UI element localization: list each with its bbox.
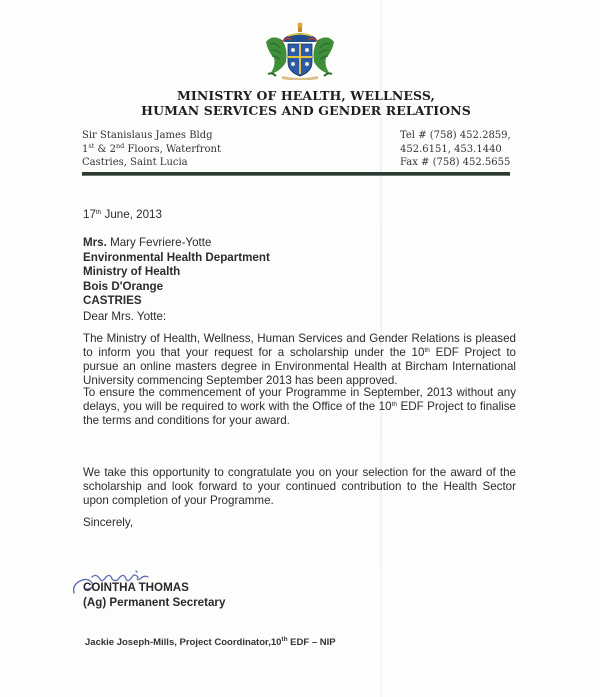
recipient-name [83,236,516,251]
address-line2-part: 1 [82,143,89,155]
signer-name: COINTHA THOMAS [83,581,189,594]
letter-date [83,208,516,221]
fax-line: Fax # (758) 452.5655 [400,157,511,168]
cc-text: Jackie Joseph-Mills, Project Coordinator,10 [85,637,282,648]
coat-of-arms-icon [262,22,338,80]
paragraph-text: To ensure the commencement of your Programme in September, 2013 without any delays, you will be required to work with the Office of the 10 [83,386,516,413]
telephone-line1: Tel # (758) 452.2859, [400,130,511,141]
cc-line [85,637,336,648]
recipient-organization: Ministry of Health [83,265,181,278]
address-line2-part: Floors, Waterfront [124,143,221,155]
recipient-locality: Bois D'Orange [83,279,164,293]
recipient-block [83,236,516,309]
address-line3: Castries, Saint Lucia [82,157,188,168]
ordinal-suffix: th [424,347,430,354]
signer-title: (Ag) Permanent Secretary [83,596,226,609]
ordinal-suffix: nd [115,141,125,150]
recipient-city: CASTRIES [83,294,142,307]
paragraph-text: The Ministry of Health, Wellness, Human Services and Gender Relations is pleased to inform you that your request for a scholarship under the 10 [83,332,516,359]
salutation: Dear Mrs. Yotte: [83,310,167,323]
date-day: 17 [83,208,96,221]
date-rest: June, 2013 [101,208,162,221]
address-line2-part: & 2 [94,143,116,155]
ordinal-suffix: st [88,141,95,150]
ministry-address [82,129,221,170]
ordinal-suffix: th [95,209,102,216]
letterhead-divider [82,172,510,176]
paragraph-congratulations: We take this opportunity to congratulate you on your selection for the award of the scholarship and look forward to your continued contribution to the Health Sector upon completion of your Programme. [83,466,516,507]
paragraph-approval [83,332,516,388]
cc-text: EDF – NIP [287,637,336,648]
ministry-contact [400,129,511,170]
closing: Sincerely, [83,516,134,529]
recipient-honorific: Mrs. [83,236,107,249]
telephone-line2: 452.6151, 453.1440 [400,143,502,155]
ministry-name-line2: HUMAN SERVICES AND GENDER RELATIONS [141,103,471,118]
address-line2 [82,143,221,157]
recipient-department: Environmental Health Department [83,250,270,264]
recipient-full-name: Mary Fevriere-Yotte [106,236,212,249]
paragraph-text: EDF Project to finalise the terms and conditions for your award. [83,400,516,427]
paragraph-instructions [83,386,516,428]
ministry-name-line1: MINISTRY OF HEALTH, WELLNESS, [177,88,435,103]
paragraph-text: EDF Project to pursue an online masters degree in Environmental Health at Bircham International University commencing September 2013 has been approved. [83,346,517,387]
signer-block [83,580,225,610]
ordinal-suffix: th [281,636,288,643]
address-line1: Sir Stanislaus James Bldg [82,130,213,141]
ordinal-suffix: th [391,401,397,408]
